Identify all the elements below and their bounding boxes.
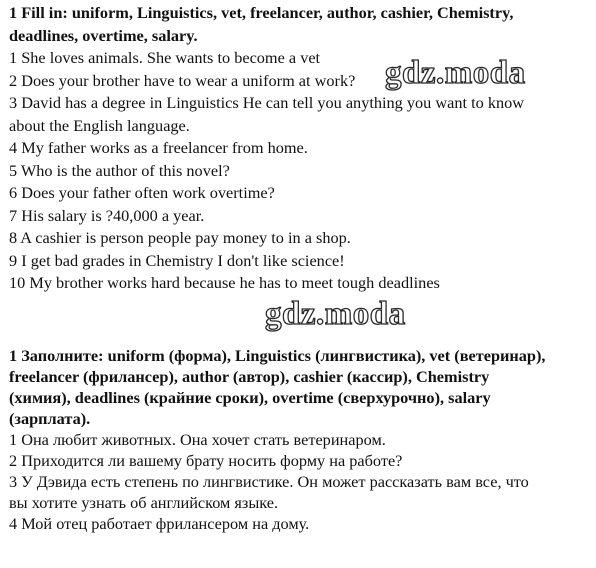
watermark-top: gdz.moda — [385, 55, 526, 91]
russian-exercise — [9, 345, 591, 534]
translation-heading-line-1: 1 Заполните: uniform (форма), Linguistics (лингвистика), vet (ветеринар), — [9, 346, 546, 365]
english-exercise — [9, 2, 591, 295]
sentence-3-continuation: about the English language. — [9, 115, 190, 135]
sentence-2: 2 Does your brother have to wear a uniform at work? — [9, 70, 356, 90]
sentence-6: 6 Does your father often work overtime? — [9, 183, 275, 202]
translation-3-continuation: вы хотите узнать об английском языке. — [9, 493, 279, 512]
sentence-1: 1 She loves animals. She wants to become a vet — [9, 48, 321, 67]
sentence-4: 4 My father works as a freelancer from home. — [9, 138, 308, 157]
exercise-heading-line-2: deadlines, overtime, salary. — [9, 25, 198, 45]
sentence-5: 5 Who is the author of this novel? — [9, 160, 230, 180]
sentence-8: 8 A cashier is person people pay money to in a shop. — [9, 228, 351, 247]
sentence-10: 10 My brother works hard because he has to meet tough deadlines — [9, 273, 440, 292]
sentence-7: 7 His salary is ?40,000 a year. — [9, 205, 205, 225]
translation-2: 2 Приходится ли вашему брату носить форму на работе? — [9, 451, 403, 470]
watermark-middle: gdz.moda — [265, 296, 406, 332]
sentence-3: 3 David has a degree in Linguistics He can tell you anything you want to know — [9, 93, 525, 112]
translation-1: 1 Она любит животных. Она хочет стать ветеринаром. — [9, 430, 386, 449]
translation-3: 3 У Дэвида есть степень по лингвистике. Он может рассказать вам все, что — [9, 472, 529, 491]
translation-heading-line-4: (зарплата). — [9, 409, 91, 428]
translation-heading-line-3: (химия), deadlines (крайние сроки), overtime (сверхурочно), salary — [9, 388, 491, 407]
translation-heading-line-2: freelancer (фрилансер), author (автор), cashier (кассир), Chemistry — [9, 367, 490, 386]
exercise-heading-line-1: 1 Fill in: uniform, Linguistics, vet, freelancer, author, cashier, Chemistry, — [9, 3, 514, 22]
translation-4: 4 Мой отец работает фрилансером на дому. — [9, 514, 310, 533]
sentence-9: 9 I get bad grades in Chemistry I don't like science! — [9, 250, 345, 270]
